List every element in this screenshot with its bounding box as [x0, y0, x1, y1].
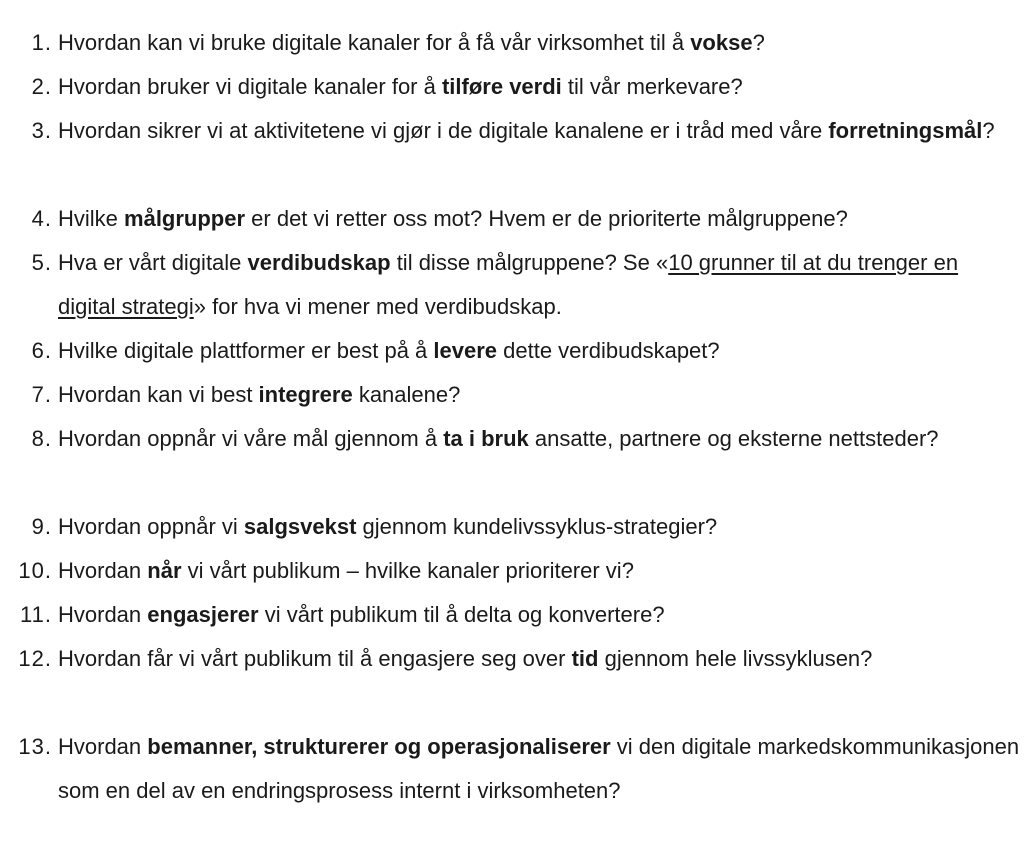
bold-keyword: salgsvekst [243, 514, 357, 539]
list-item-text: Hvordan får vi vårt publikum til å engasjere seg over tid gjennom hele livssyklusen? [58, 646, 873, 671]
list-number: 6. [31, 338, 52, 363]
list-item-text: Hvilke målgrupper er det vi retter oss mot? Hvem er de prioriterte målgruppene? [58, 206, 848, 231]
list-item-text: Hvordan når vi vårt publikum – hvilke kanaler prioriterer vi? [58, 558, 634, 583]
list-item-text: Hva er vårt digitale verdibudskap til disse målgruppene? Se «10 grunner til at du trenger en digital strategi» for hva vi mener med verdibudskap. [58, 250, 959, 319]
list-number: 1. [31, 30, 52, 55]
list-item-text: Hvordan sikrer vi at aktivitetene vi gjør i de digitale kanalene er i tråd med våre forretningsmål? [58, 118, 995, 143]
list-number: 10. [18, 558, 52, 583]
list-item-text: Hvordan oppnår vi salgsvekst gjennom kundelivssyklus-strategier? [58, 514, 718, 539]
bold-keyword: målgrupper [124, 206, 246, 231]
list-item-text: Hvordan bruker vi digitale kanaler for å tilføre verdi til vår merkevare? [58, 74, 743, 99]
list-number: 13. [18, 734, 52, 759]
article-link[interactable]: 10 grunner til at du trenger en digital strategi [58, 250, 959, 319]
list-item-text: Hvordan engasjerer vi vårt publikum til å delta og konvertere? [58, 602, 665, 627]
list-number: 3. [31, 118, 52, 143]
bold-keyword: integrere [258, 382, 353, 407]
list-number: 7. [31, 382, 52, 407]
bold-keyword: bemanner, strukturerer og operasjonaliserer [147, 734, 611, 759]
list-number: 12. [18, 646, 52, 671]
list-item-text: Hvilke digitale plattformer er best på å levere dette verdibudskapet? [58, 338, 720, 363]
bold-keyword: tid [571, 646, 599, 671]
bold-keyword: forretningsmål [828, 118, 983, 143]
list-number: 5. [31, 250, 52, 275]
list-item-text: Hvordan oppnår vi våre mål gjennom å ta i bruk ansatte, partnere og eksterne nettsteder? [58, 426, 939, 451]
list-number: 2. [31, 74, 52, 99]
bold-keyword: ta i bruk [443, 426, 529, 451]
bold-keyword: tilføre verdi [441, 74, 562, 99]
bold-keyword: verdibudskap [247, 250, 391, 275]
bold-keyword: når [147, 558, 182, 583]
bold-keyword: levere [433, 338, 498, 363]
list-item-text: Hvordan kan vi best integrere kanalene? [58, 382, 461, 407]
list-number: 11. [20, 602, 52, 627]
list-number: 4. [31, 206, 52, 231]
bold-keyword: vokse [690, 30, 753, 55]
list-item-text: Hvordan kan vi bruke digitale kanaler for å få vår virksomhet til å vokse? [58, 30, 765, 55]
bold-keyword: engasjerer [147, 602, 259, 627]
list-item-text: Hvordan bemanner, strukturerer og operasjonaliserer vi den digitale markedskommunikasjonen som en del av en endringsprosess internt i virksomheten? [58, 734, 1020, 803]
list-number: 9. [31, 514, 52, 539]
list-number: 8. [31, 426, 52, 451]
